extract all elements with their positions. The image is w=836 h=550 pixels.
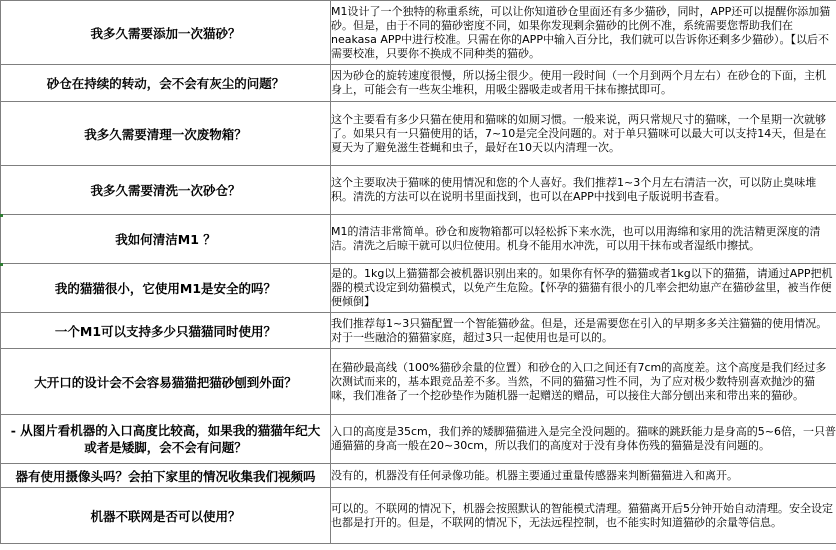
question-cell[interactable]: - 从图片看机器的入口高度比较高，如果我的猫猫年纪大或者是矮脚，会不会有问题？ (1, 415, 331, 464)
answer-cell[interactable]: 我们推荐每1~3只猫配置一个智能猫砂盆。但是，还是需要您在引入的早期多多关注猫猫的使用情况。对于一些融洽的猫猫家庭，超过3只一起使用也是可以的。 (331, 313, 836, 349)
answer-cell[interactable]: 这个主要看有多少只猫在使用和猫咪的如厕习惯。一般来说，两只常规尺寸的猫咪，一个星期一次就够了。如果只有一只猫使用的话，7~10是完全没问题的。对于单只猫咪可以最大可以支持14天，但是在夏天为了避免滋生苍蝇和虫子，最好在10天以内清理一次。 (331, 102, 836, 166)
answer-cell[interactable]: 入口的高度是35cm，我们养的矮脚猫猫进入是完全没问题的。猫咪的跳跃能力是身高的5~6倍，一只普通猫猫的身高一般在20~30cm，所以我们的高度对于没有身体伤残的猫猫是没有问题的。 (331, 415, 836, 464)
faq-row (1, 313, 836, 349)
comment-marker (0, 214, 3, 217)
question-cell[interactable]: 一个M1可以支持多少只猫猫同时使用？ (1, 313, 331, 349)
question-cell[interactable]: 我如何清洁M1 ？ (1, 215, 331, 264)
faq-row (1, 215, 836, 264)
answer-cell[interactable]: 在猫砂最高线（100%猫砂余量的位置）和砂仓的入口之间还有7cm的高度差。这个高度是我们经过多次测试而来的，基本跟竞品差不多。当然，不同的猫猫习性不同，为了应对极少数特别喜欢抛沙的猫咪，我们准备了一个挖砂垫作为随机器一起赠送的赠品，可以接住大部分刨出来和带出来的猫砂。 (331, 349, 836, 415)
question-cell[interactable]: 机器不联网是否可以使用？ (1, 488, 331, 544)
answer-cell[interactable]: 没有的，机器没有任何录像功能。机器主要通过重量传感器来判断猫猫进入和离开。 (331, 464, 836, 488)
answer-cell[interactable]: M1的清洁非常简单。砂仓和废物箱都可以轻松拆下来水洗，也可以用海绵和家用的洗洁精更深度的清洁。清洗之后晾干就可以归位使用。机身不能用水冲洗，可以用干抹布或者湿纸巾擦拭。 (331, 215, 836, 264)
question-cell[interactable]: 我多久需要添加一次猫砂？ (1, 1, 331, 65)
question-cell[interactable]: 我多久需要清理一次废物箱？ (1, 102, 331, 166)
answer-cell[interactable]: 这个主要取决于猫咪的使用情况和您的个人喜好。我们推荐1~3个月左右清洁一次，可以防止臭味堆积。清洗的方法可以在说明书里面找到，也可以在APP中找到电子版说明书查看。 (331, 166, 836, 215)
faq-row (1, 464, 836, 488)
comment-marker (0, 263, 3, 266)
faq-row (1, 349, 836, 415)
faq-row (1, 264, 836, 313)
answer-cell[interactable]: 因为砂仓的旋转速度很慢，所以扬尘很少。使用一段时间（一个月到两个月左右）在砂仓的下面，主机身上，可能会有一些灰尘堆积，用吸尘器吸走或者用干抹布擦拭即可。 (331, 65, 836, 102)
faq-row (1, 102, 836, 166)
answer-cell[interactable]: 是的。1kg以上猫猫都会被机器识别出来的。如果你有怀孕的猫猫或者1kg以下的猫猫，请通过APP把机器的模式设定到幼猫模式，以免产生危险。【怀孕的猫猫有很小的几率会把幼崽产在猫砂盆里，被当作便便倾倒】 (331, 264, 836, 313)
answer-cell[interactable]: M1设计了一个独特的称重系统，可以让你知道砂仓里面还有多少猫砂，同时，APP还可以提醒你添加猫砂。但是，由于不同的猫砂密度不同，如果你发现剩余猫砂的比例不准，系统需要您帮助我们在neakasa APP中进行校准。只需在你的APP中输入百分比，我们就可以告诉你还剩多少猫砂）。【以后不需要校准，只要你不换成不同种类的猫砂。 (331, 1, 836, 65)
question-cell[interactable]: 器有使用摄像头吗？会拍下家里的情况收集我们视频吗 (1, 464, 331, 488)
question-cell[interactable]: 我的猫猫很小，它使用M1是安全的吗？ (1, 264, 331, 313)
question-cell[interactable]: 我多久需要清洗一次砂仓？ (1, 166, 331, 215)
faq-row (1, 166, 836, 215)
question-cell[interactable]: 大开口的设计会不会容易猫猫把猫砂刨到外面？ (1, 349, 331, 415)
faq-row (1, 1, 836, 65)
faq-row (1, 488, 836, 544)
faq-row (1, 415, 836, 464)
faq-row (1, 65, 836, 102)
answer-cell[interactable]: 可以的。不联网的情况下，机器会按照默认的智能模式清理。猫猫离开后5分钟开始自动清理。安全设定也都是打开的。但是，不联网的情况下，无法远程控制，也不能实时知道猫砂的余量等信息。 (331, 488, 836, 544)
question-cell[interactable]: 砂仓在持续的转动，会不会有灰尘的问题？ (1, 65, 331, 102)
